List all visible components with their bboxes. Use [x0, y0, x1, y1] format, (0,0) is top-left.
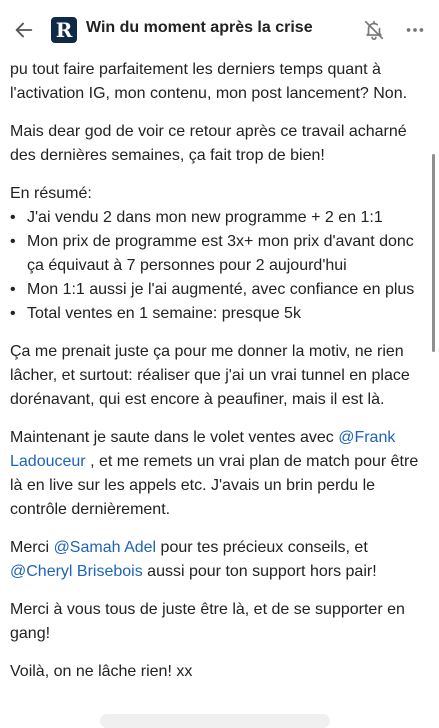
more-options-button[interactable] [401, 16, 429, 44]
more-horizontal-icon [404, 19, 426, 41]
mention-frank-ladouceur[interactable]: @Frank Ladouceur [10, 429, 396, 470]
post-body [10, 34, 430, 698]
community-logo[interactable]: R [51, 17, 77, 43]
notifications-toggle-button[interactable] [360, 16, 388, 44]
scrollbar-thumb[interactable] [432, 154, 435, 352]
summary-heading: En résumé: [10, 185, 92, 202]
paragraph-text: Maintenant je saute dans le volet ventes avec [10, 429, 339, 446]
paragraph-text: , et me remets un vrai plan de match pour être là en live sur les appels etc. J'avais un brin perdu le contrôle dernièrement. [10, 453, 419, 518]
list-item: • Total ventes en 1 semaine: presque 5k [10, 302, 430, 326]
post-paragraph [10, 536, 430, 584]
post-paragraph: pu tout faire parfaitement les derniers temps quant à l'activation IG, mon contenu, mon post lancement? Non. [10, 61, 408, 102]
top-app-bar [0, 0, 439, 58]
back-button[interactable] [10, 16, 38, 44]
bell-off-icon [363, 19, 385, 41]
post-paragraph [10, 426, 430, 522]
post-paragraph: Ça me prenait juste ça pour me donner la motiv, ne rien lâcher, et surtout: réaliser que j'ai un vrai tunnel en place dorénavant, qui est encore à peaufiner, mais il est là. [10, 343, 410, 408]
list-item: • Mon 1:1 aussi je l'ai augmenté, avec confiance en plus [10, 278, 430, 302]
list-item: • Mon prix de programme est 3x+ mon prix d'avant donc ça équivaut à 7 personnes pour 2 aujourd'hui [10, 230, 430, 278]
arrow-left-icon [13, 19, 35, 41]
summary-list [10, 206, 430, 326]
bottom-toolbar-edge [100, 714, 330, 728]
list-item: • J'ai vendu 2 dans mon new programme + 2 en 1:1 [10, 206, 430, 230]
paragraph-text: Merci [10, 539, 54, 556]
post-paragraph: Voilà, on ne lâche rien! xx [10, 663, 193, 680]
paragraph-text: pour tes précieux conseils, et [156, 539, 368, 556]
mention-samah-adel[interactable]: @Samah Adel [53, 539, 157, 556]
post-paragraph: Mais dear god de voir ce retour après ce travail acharné des dernières semaines, ça fait trop de bien! [10, 123, 407, 164]
mention-cheryl-brisebois[interactable]: @Cheryl Brisebois [10, 563, 143, 580]
post-paragraph: Merci à vous tous de juste être là, et de se supporter en gang! [10, 601, 405, 642]
paragraph-text: aussi pour ton support hors pair! [142, 563, 377, 580]
page-title: Win du moment après la crise [86, 19, 313, 36]
